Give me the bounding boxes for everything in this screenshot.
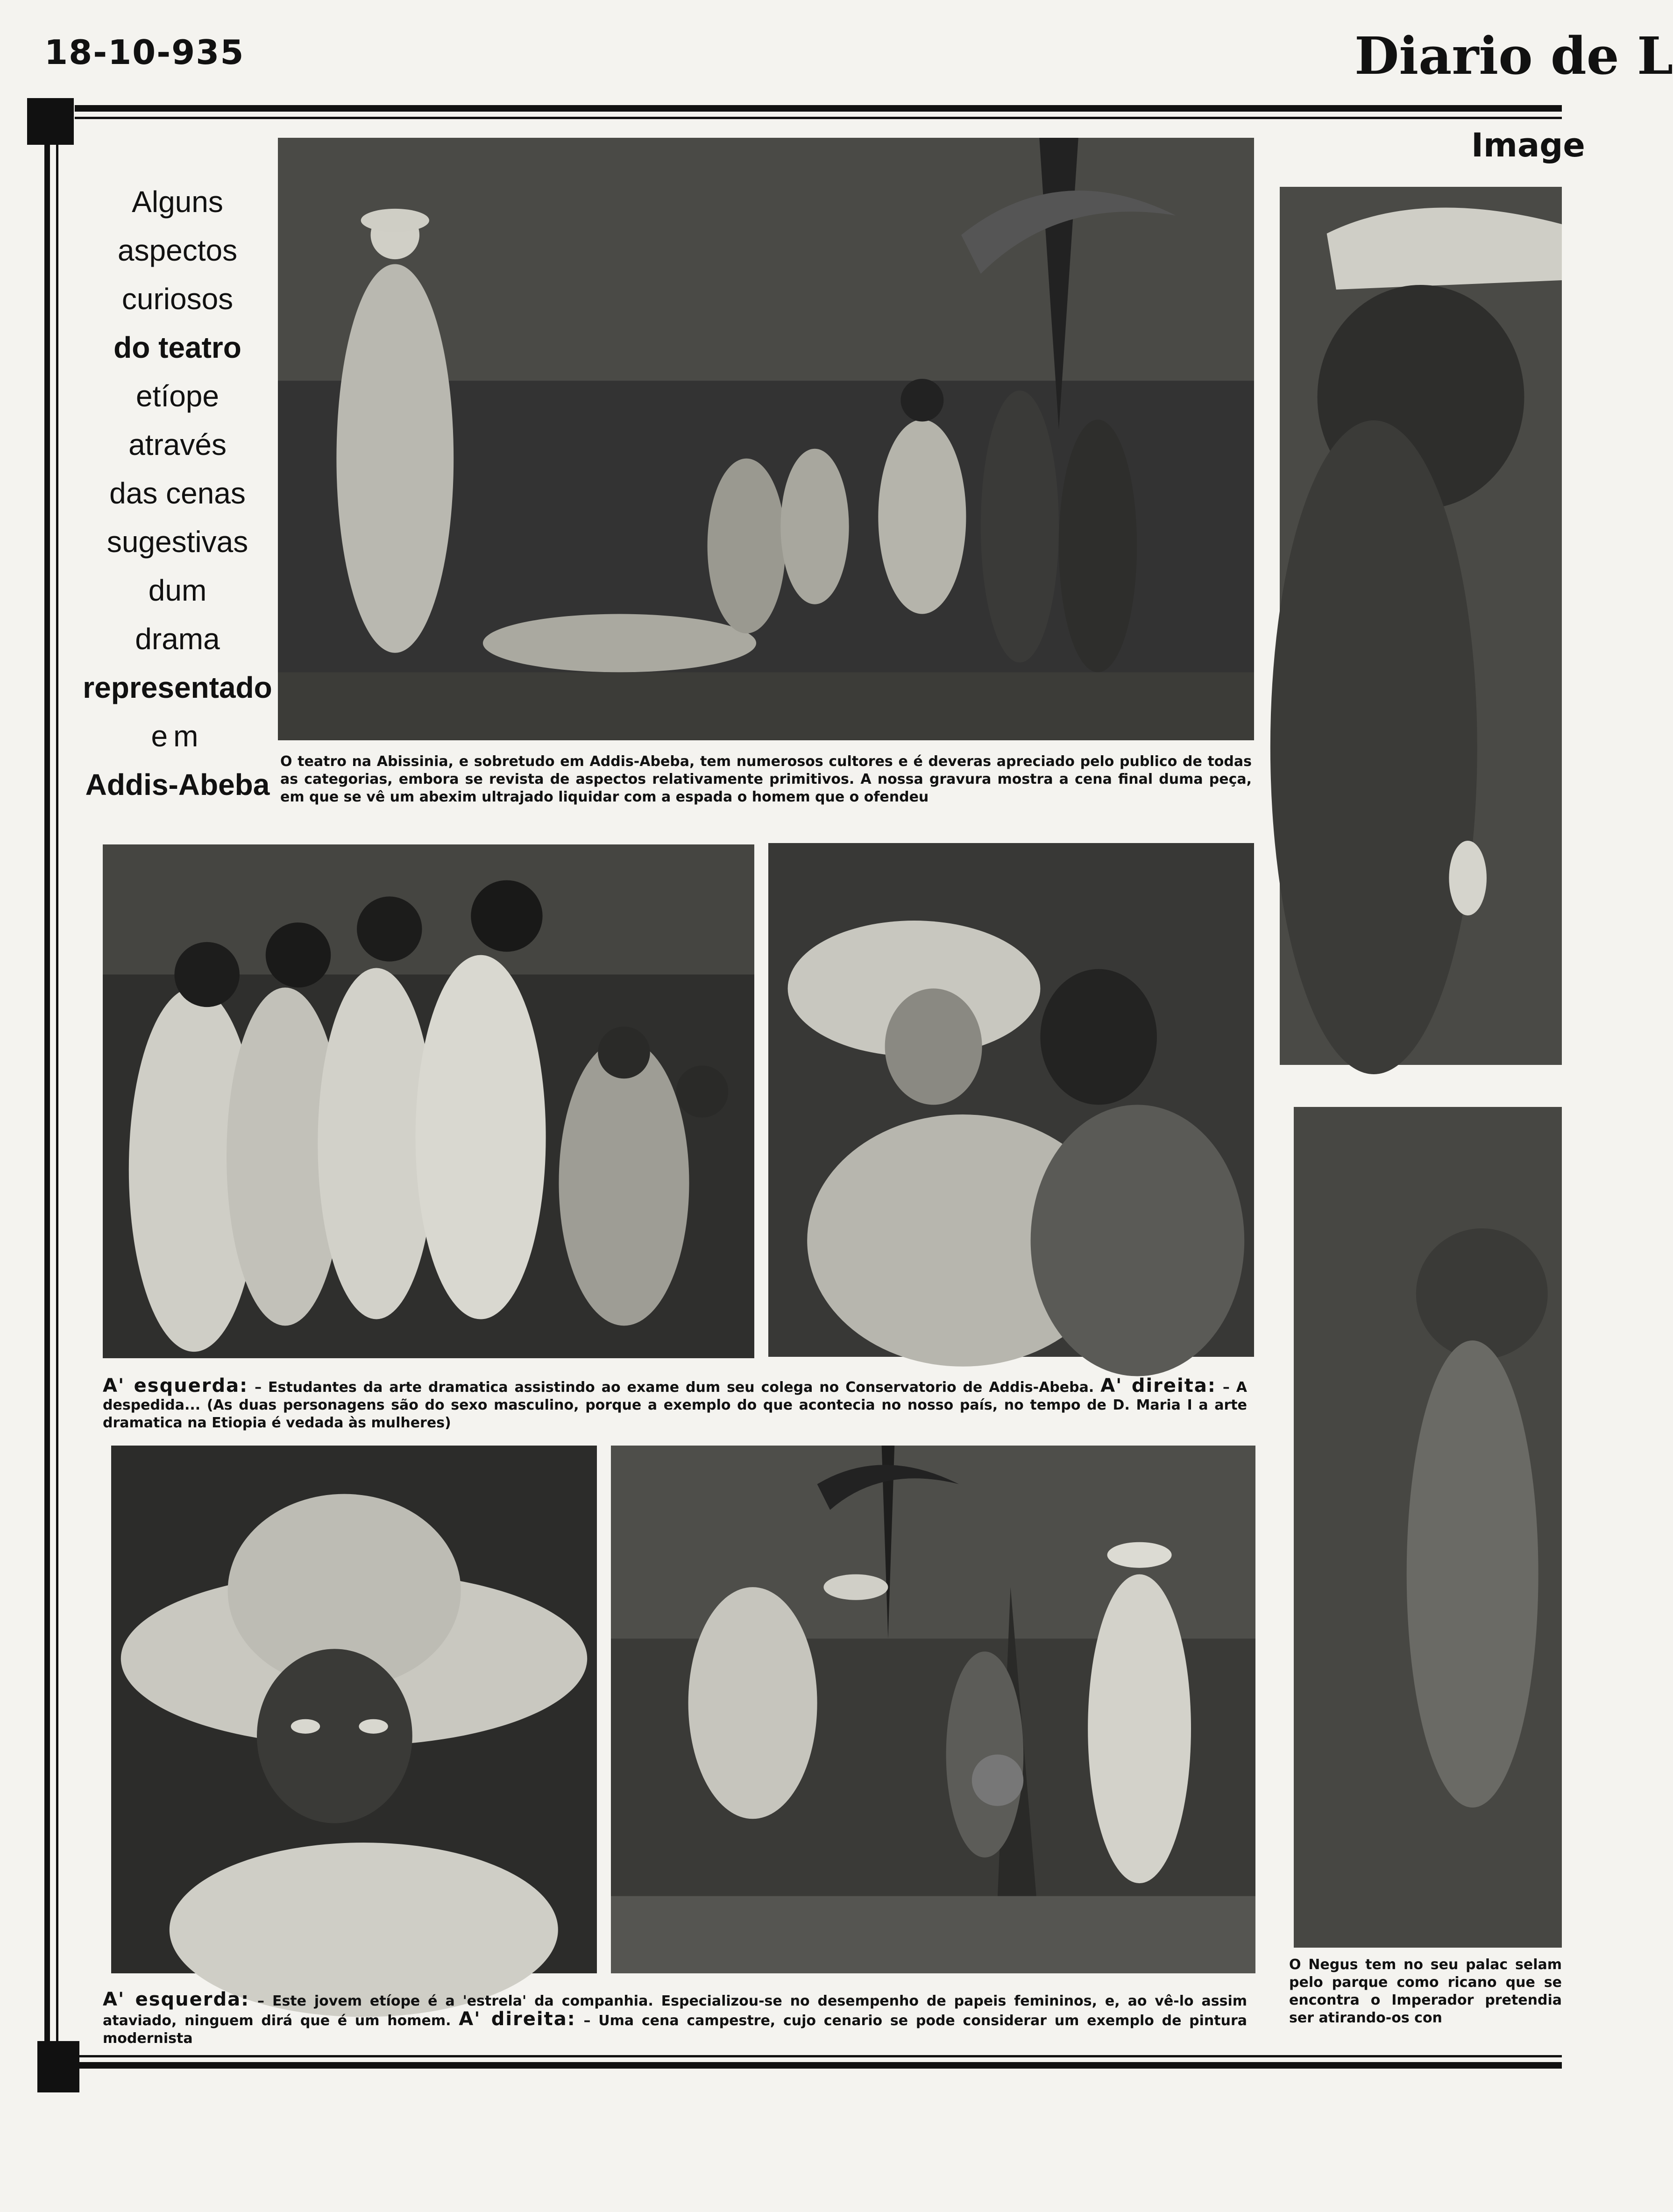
caption-top xyxy=(280,753,1252,806)
bottom-rule-thin xyxy=(79,2055,1562,2057)
photo-right-oval xyxy=(1294,1107,1562,1948)
headline-line: dum xyxy=(148,574,207,607)
top-rule-thick xyxy=(75,105,1562,112)
photo-pastoral-scene xyxy=(611,1446,1255,1973)
caption-bottom-right: – Uma cena campestre, cujo cenario se pode considerar um exemplo de pintura modernista xyxy=(103,2013,1248,2047)
headline xyxy=(79,177,276,809)
caption-bottom-lead-right: A' direita: xyxy=(459,2008,576,2030)
headline-line: Alguns xyxy=(132,185,223,219)
caption-middle-left: – Estudantes da arte dramatica assistindo ao exame dum seu colega no Conservatorio de Addis-Abeba. xyxy=(255,1379,1094,1396)
caption-bottom-lead-left: A' esquerda: xyxy=(103,1989,250,2010)
photo-drama-students xyxy=(103,844,754,1358)
photo-theatre-final-scene xyxy=(278,138,1254,740)
headline-line: através xyxy=(128,428,227,461)
left-rule-thick xyxy=(44,140,50,2064)
headline-line: curiosos xyxy=(121,282,234,316)
caption-right-fragment-text: O Negus tem no seu palac selam pelo parque como ricano que se encontra o Imperador pretendia ser atirando-os con xyxy=(1289,1957,1562,2026)
top-rule-thin xyxy=(75,117,1562,119)
headline-line: representado xyxy=(83,671,272,704)
caption-middle xyxy=(103,1377,1247,1432)
photo-farewell xyxy=(768,843,1254,1357)
headline-line: aspectos xyxy=(117,234,238,267)
left-rule-thin xyxy=(56,140,58,2064)
caption-right-fragment xyxy=(1289,1956,1562,2027)
photo-young-actor xyxy=(111,1446,597,1973)
newspaper-title: Diario de L xyxy=(1354,26,1673,86)
section-tag: Image xyxy=(1471,126,1585,164)
headline-line: sugestivas xyxy=(106,525,248,559)
corner-block-top xyxy=(27,98,74,145)
bottom-rule-thick xyxy=(79,2062,1562,2069)
issue-date: 18-10-935 xyxy=(44,33,245,72)
caption-bottom xyxy=(103,1991,1247,2048)
headline-line: do teatro xyxy=(113,331,241,364)
headline-line: drama xyxy=(135,622,220,656)
headline-line: etíope xyxy=(136,379,219,413)
caption-top-text: O teatro na Abissinia, e sobretudo em Addis-Abeba, tem numerosos cultores e é deveras apreciado pelo publico de todas as categorias, embora se revista de aspectos relativamente primitivos. A nossa gravura mostra a cena final duma peça, em que se vê um abexim ultrajado liquidar com a espada o homem que o ofendeu xyxy=(280,753,1252,805)
caption-middle-lead-right: A' direita: xyxy=(1100,1375,1216,1397)
headline-line: Addis-Abeba xyxy=(85,768,270,801)
caption-bottom-left: – Este jovem etíope é a 'estrela' da companhia. Especializou-se no desempenho de papeis femininos, e, ao vê-lo assim ataviado, ninguem dirá que é um homem. xyxy=(103,1993,1248,2029)
headline-line: em xyxy=(151,719,204,753)
caption-middle-lead-left: A' esquerda: xyxy=(103,1375,248,1397)
caption-middle-right: – A despedida... (As duas personagens são do sexo masculino, porque a exemplo do que acontecia no nosso país, no tempo de D. Maria I a arte dramatica na Etiopia é vedada às mulheres) xyxy=(103,1379,1247,1431)
photo-right-top xyxy=(1280,187,1562,1065)
headline-line: das cenas xyxy=(109,476,246,510)
corner-block-bottom xyxy=(37,2041,79,2092)
